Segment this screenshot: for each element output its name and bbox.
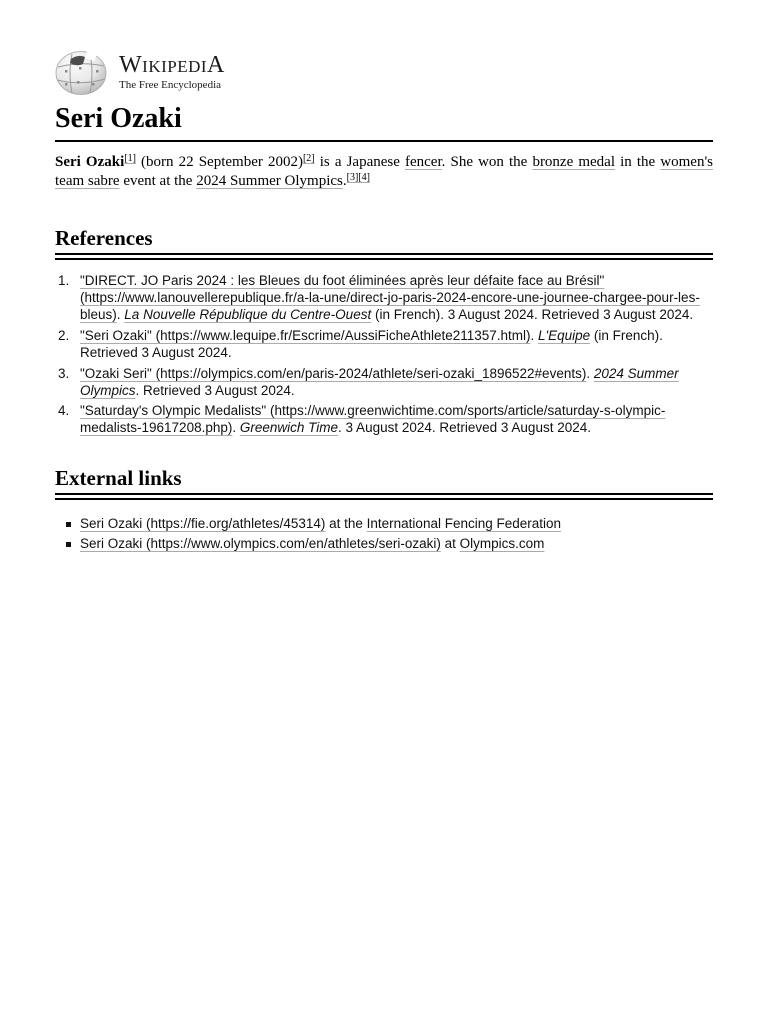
external-links-list [55, 514, 713, 555]
text-segment: at [440, 536, 460, 552]
page-header [55, 50, 713, 142]
link[interactable]: Seri Ozaki (https://fie.org/athletes/45314) [80, 516, 326, 532]
link[interactable]: "DIRECT. JO Paris 2024 : les Bleues du foot éliminées après leur défaite face au Brésil" (https://www.lanouvellerepublique.fr/a-la-une/direct-jo-paris-2024-encore-une-journee-chargee-pour-les-bleus) [80, 273, 700, 323]
reference-superscript-link[interactable]: [3] [346, 171, 359, 183]
link[interactable]: women's team sabre [55, 153, 713, 189]
external-links-section [55, 467, 713, 555]
external-links-heading: External links [55, 466, 182, 491]
text-segment: . 3 August 2024. Retrieved 3 August 2024. [338, 420, 591, 436]
text-segment: (in French). Retrieved 3 August 2024. [80, 327, 663, 360]
text-segment: event at the [119, 172, 197, 189]
external-link-item [55, 534, 713, 554]
reference-item [55, 366, 713, 400]
reference-item [55, 328, 713, 362]
link[interactable]: 2024 Summer Olympics [80, 365, 679, 398]
text-segment: at the [325, 516, 367, 532]
references-heading: References [55, 226, 153, 251]
reference-number: 4. [58, 403, 70, 419]
link[interactable]: Seri Ozaki (https://www.olympics.com/en/athletes/seri-ozaki) [80, 536, 441, 552]
reference-item [55, 403, 713, 437]
wikipedia-logo-text [119, 53, 225, 91]
reference-superscript-link[interactable]: [2] [302, 152, 315, 164]
link[interactable]: Greenwich Time [239, 420, 339, 436]
reference-number: 1. [58, 273, 70, 289]
text-segment: . [232, 420, 240, 436]
square-bullet-icon [66, 522, 71, 527]
external-link-text [80, 516, 561, 531]
reference-superscript-link[interactable]: [4] [358, 171, 370, 183]
wikipedia-logo [55, 50, 713, 95]
text-segment: . [116, 307, 125, 323]
text-segment: Seri Ozaki [55, 153, 125, 170]
text-segment: is a Japanese [314, 153, 405, 170]
reference-text [80, 273, 700, 322]
intro-paragraph [55, 153, 713, 191]
reference-text [80, 328, 663, 360]
reference-number: 2. [58, 327, 70, 343]
reference-item [55, 273, 713, 324]
external-link-text [80, 536, 544, 551]
external-link-item [55, 514, 713, 534]
text-segment: . She won the [441, 153, 533, 170]
reference-text [80, 403, 665, 435]
references-section-rule [55, 253, 713, 260]
text-segment: . [342, 172, 347, 189]
link[interactable]: International Fencing Federation [366, 516, 562, 532]
wikipedia-tagline: The Free Encyclopedia [119, 79, 222, 92]
reference-number: 3. [58, 365, 70, 381]
reference-text [80, 366, 679, 398]
link[interactable]: "Ozaki Seri" (https://olympics.com/en/paris-2024/athlete/seri-ozaki_1896522#events) [80, 365, 587, 381]
external-links-section-rule [55, 493, 713, 500]
text-segment: (in French). 3 August 2024. Retrieved 3 August 2024. [371, 307, 694, 323]
link[interactable]: bronze medal [532, 153, 615, 170]
wikipedia-globe-icon [55, 50, 109, 95]
text-segment: in the [615, 153, 661, 170]
references-section [55, 227, 713, 437]
link[interactable]: La Nouvelle République du Centre-Ouest [124, 307, 372, 323]
link[interactable]: "Seri Ozaki" (https://www.lequipe.fr/Escrime/AussiFicheAthlete211357.html) [80, 327, 531, 343]
title-rule [55, 140, 713, 142]
references-list [55, 273, 713, 437]
text-segment: . Retrieved 3 August 2024. [135, 382, 295, 398]
link[interactable]: fencer [405, 153, 442, 170]
text-segment: (born 22 September 2002) [135, 153, 303, 170]
page-title: Seri Ozaki [55, 103, 182, 134]
link[interactable]: Olympics.com [459, 536, 545, 552]
reference-superscript-link[interactable]: [1] [124, 152, 136, 164]
square-bullet-icon [66, 542, 71, 547]
link[interactable]: L'Equipe [538, 327, 591, 343]
wikipedia-wordmark: WikipediA [119, 52, 225, 79]
text-segment: . [530, 327, 539, 343]
link[interactable]: "Saturday's Olympic Medalists" (https://www.greenwichtime.com/sports/article/saturday-s-olympic-medalists-19617208.php) [80, 403, 666, 436]
text-segment: . [586, 365, 594, 381]
link[interactable]: 2024 Summer Olympics [196, 172, 343, 189]
